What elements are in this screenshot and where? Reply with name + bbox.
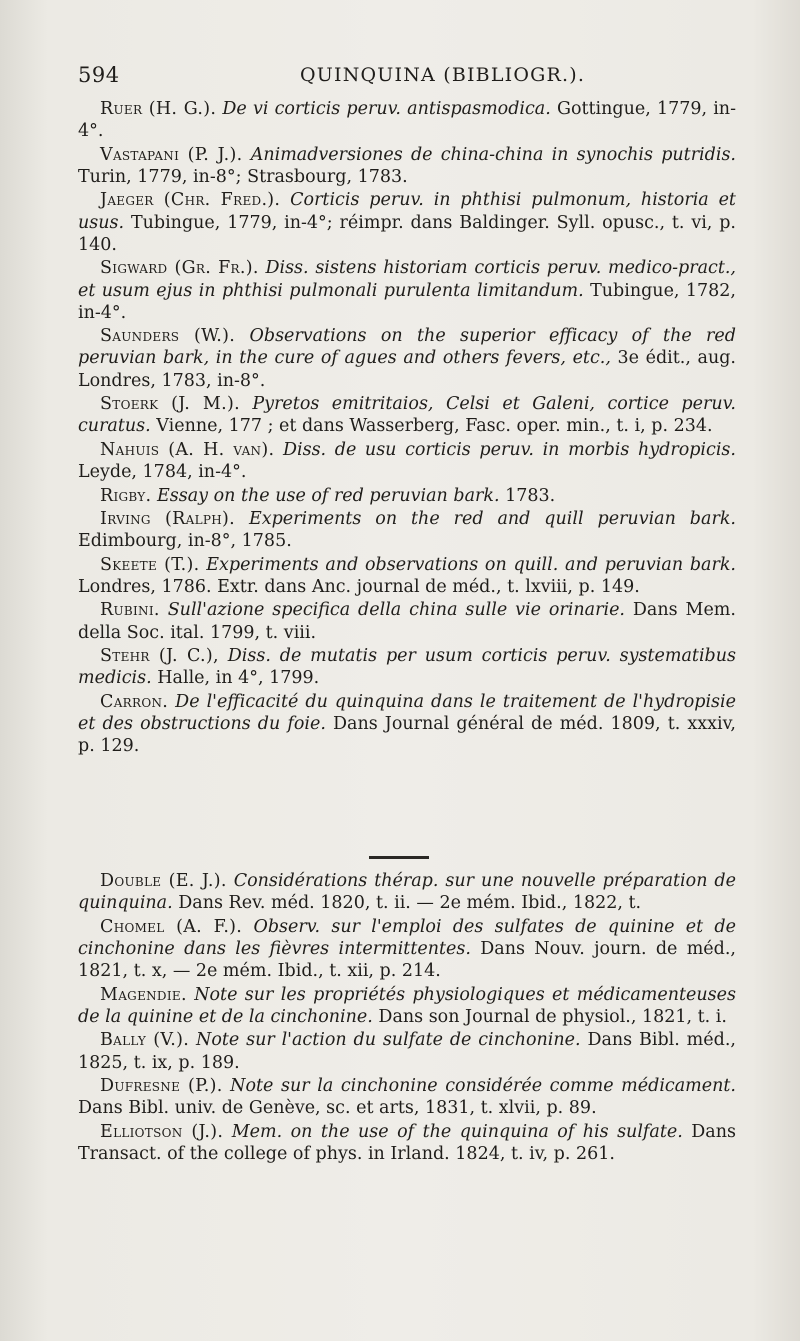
entry-title: Note sur l'action du sulfate de cinchonine.	[196, 1030, 581, 1051]
entry-title: Corticis peruv. in phthisi pulmonum, historia et usus.	[78, 190, 736, 233]
entry-author: Skeete (T.).	[100, 554, 200, 575]
entry-details: Leyde, 1784, in-4°.	[78, 462, 247, 483]
entry-title: Mem. on the use of the quinquina of his sulfate.	[231, 1121, 683, 1142]
entry-title: Observ. sur l'emploi des sulfates de quinine et de cinchonine dans les fièvres intermittentes.	[78, 916, 736, 959]
entry-author: Double (E. J.).	[100, 871, 227, 891]
entry-title: Note sur les propriétés physiologiques et médicamenteuses de la quinine et de la cinchonine.	[78, 984, 736, 1027]
entry-author: Ruer (H. G.).	[100, 99, 217, 119]
bibliography-entry	[78, 393, 736, 437]
bibliography-entry	[78, 599, 736, 643]
bibliography-entry	[78, 645, 736, 689]
entry-details: Dans Bibl. méd., 1825, t. ix, p. 189.	[78, 1030, 736, 1073]
bibliography-entry	[78, 144, 736, 188]
bibliography-entry	[78, 1029, 736, 1073]
entry-title: Experiments on the red and quill peruvian bark.	[248, 509, 736, 530]
entry-title: Note sur la cinchonine considérée comme médicament.	[230, 1076, 736, 1097]
entry-details: Londres, 1786. Extr. dans Anc. journal de méd., t. lxviii, p. 149.	[78, 576, 640, 597]
entry-details: Halle, in 4°, 1799.	[157, 668, 320, 689]
entry-author: Elliotson (J.).	[100, 1121, 224, 1142]
entry-author: Magendie.	[100, 984, 187, 1005]
entry-title: Observations on the superior efficacy of the red peruvian bark, in the cure of agues and others fevers, etc.,	[78, 326, 736, 369]
entry-title: De vi corticis peruv. antispasmodica.	[222, 99, 551, 119]
entry-details: Dans Transact. of the college of phys. in Irland. 1824, t. iv, p. 261.	[78, 1121, 736, 1164]
bibliography-entry	[78, 984, 736, 1028]
entry-author: Nahuis (A. H. van).	[100, 439, 275, 460]
entry-author: Sigward (Gr. Fr.).	[100, 258, 259, 279]
entry-author: Stehr (J. C.),	[100, 646, 219, 667]
entry-details: Dans Bibl. univ. de Genève, sc. et arts, 1831, t. xlvii, p. 89.	[78, 1098, 597, 1119]
bibliography-entry	[78, 439, 736, 483]
bibliography-list-part1	[78, 98, 736, 759]
entry-details: Turin, 1779, in-8°; Strasbourg, 1783.	[78, 166, 408, 187]
entry-title: Diss. de usu corticis peruv. in morbis hydropicis.	[282, 439, 736, 460]
entry-details: 1783.	[505, 485, 556, 506]
page-header	[78, 63, 738, 97]
entry-details: Dans Rev. méd. 1820, t. ii. — 2e mém. Ibid., 1822, t.	[178, 893, 642, 914]
bibliography-entry	[78, 508, 736, 552]
bibliography-entry	[78, 1075, 736, 1119]
entry-title: Essay on the use of red peruvian bark.	[156, 485, 500, 506]
bibliography-entry	[78, 916, 736, 983]
entry-author: Stoerk (J. M.).	[100, 394, 240, 415]
entry-title: Diss. sistens historiam corticis peruv. medico-pract., et usum ejus in phthisi pulmonali purulenta limitandum.	[78, 258, 736, 301]
entry-title: Sull'azione specifica della china sulle vie orinarie.	[167, 600, 625, 621]
bibliography-entry	[78, 1121, 736, 1165]
bibliography-list-part2	[78, 870, 736, 1166]
bibliography-entry	[78, 554, 736, 598]
entry-author: Jaeger (Chr. Fred.).	[100, 190, 281, 211]
entry-author: Bally (V.).	[100, 1030, 190, 1051]
entry-details: Dans son Journal de physiol., 1821, t. i.	[378, 1006, 727, 1027]
entry-details: Vienne, 177 ; et dans Wasserberg, Fasc. oper. min., t. i, p. 234.	[156, 416, 713, 437]
running-head: QUINQUINA (BIBLIOGR.).	[300, 64, 586, 86]
entry-title: Considérations thérap. sur une nouvelle préparation de quinquina.	[78, 871, 736, 914]
entry-details: 3e édit., aug. Londres, 1783, in-8°.	[78, 348, 736, 391]
bibliography-entry	[78, 870, 736, 914]
entry-author: Dufresne (P.).	[100, 1076, 223, 1097]
entry-title: Diss. de mutatis per usum corticis peruv. systematibus medicis.	[78, 646, 736, 689]
entry-details: Tubingue, 1782, in-4°.	[78, 280, 736, 323]
entry-author: Vastapani (P. J.).	[100, 144, 243, 165]
bibliography-entry	[78, 189, 736, 256]
entry-details: Tubingue, 1779, in-4°; réimpr. dans Baldinger. Syll. opusc., t. vi, p. 140.	[78, 212, 736, 255]
entry-title: Experiments and observations on quill. and peruvian bark.	[206, 554, 736, 575]
entry-title: Animadversiones de china-china in synochis putridis.	[250, 144, 736, 165]
bibliography-entry	[78, 98, 736, 142]
entry-title: De l'efficacité du quinquina dans le traitement de l'hydropisie et des obstructions du foie.	[78, 691, 736, 735]
bibliography-entry	[78, 325, 736, 392]
section-divider	[369, 856, 429, 859]
entry-author: Chomel (A. F.).	[100, 916, 243, 937]
entry-details: Dans Nouv. journ. de méd., 1821, t. x, — 2e mém. Ibid., t. xii, p. 214.	[78, 938, 736, 982]
bibliography-entry	[78, 485, 736, 507]
bibliography-entry	[78, 691, 736, 758]
entry-author: Rubini.	[100, 600, 160, 621]
entry-author: Irving (Ralph).	[100, 509, 236, 530]
entry-details: Edimbourg, in-8°, 1785.	[78, 531, 292, 552]
bibliography-entry	[78, 257, 736, 324]
entry-details: Dans Journal général de méd. 1809, t. xxxiv, p. 129.	[78, 714, 736, 757]
entry-details: Dans Mem. della Soc. ital. 1799, t. viii.	[78, 600, 736, 643]
entry-author: Rigby.	[100, 485, 152, 506]
entry-details: Gottingue, 1779, in-4°.	[78, 99, 736, 142]
entry-title: Pyretos emitritaios, Celsi et Galeni, cortice peruv. curatus.	[78, 394, 736, 437]
entry-author: Carron.	[100, 691, 169, 712]
page-number: 594	[78, 63, 120, 87]
entry-author: Saunders (W.).	[100, 326, 236, 347]
